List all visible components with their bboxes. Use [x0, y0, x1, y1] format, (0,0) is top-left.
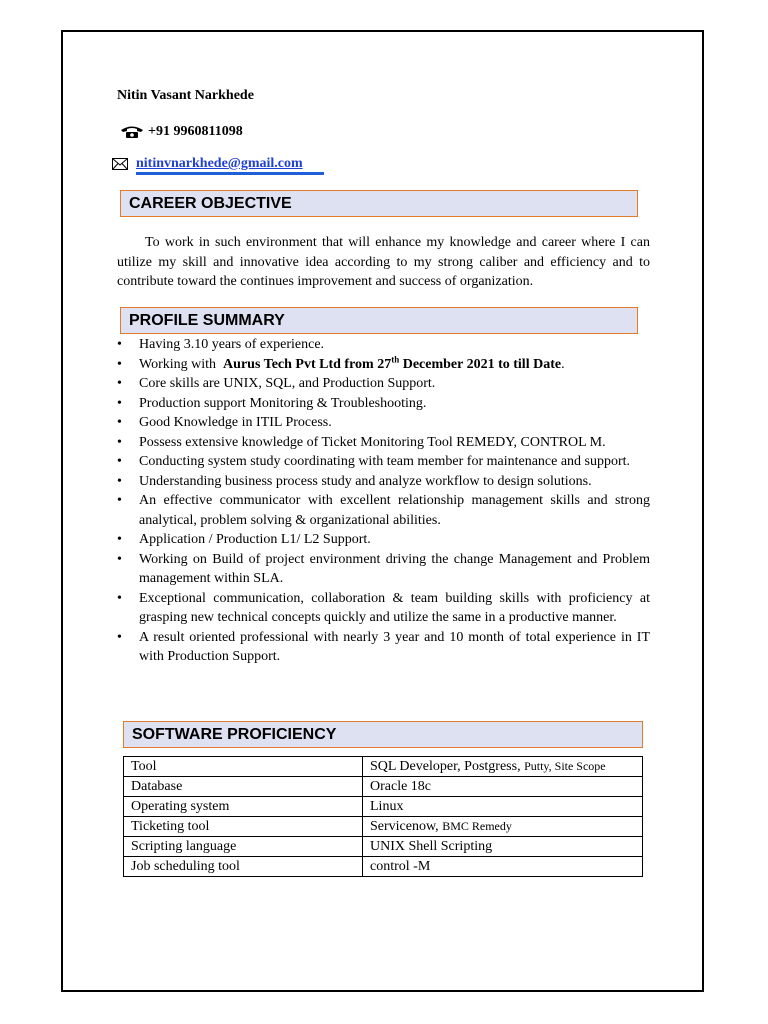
- list-item: • An effective communicator with excellent relationship management skills and strong analytical, problem solving & organizational abilities.: [117, 491, 650, 530]
- email-link[interactable]: nitinvnarkhede@gmail.com: [136, 156, 303, 171]
- list-item: • A result oriented professional with nearly 3 year and 10 month of total experience in IT with Production Support.: [117, 628, 650, 667]
- table-cell-label: Database: [124, 777, 363, 797]
- table-row: [124, 857, 643, 877]
- envelope-icon: [112, 158, 128, 170]
- working-with-date: December 2021 to till Date: [399, 356, 562, 372]
- telephone-icon: [120, 125, 144, 139]
- value-text: Oracle 18c: [370, 779, 432, 794]
- value-small-text: Putty, Site Scope: [524, 759, 606, 773]
- value-text: control -M: [370, 859, 431, 874]
- software-proficiency-heading: SOFTWARE PROFICIENCY: [123, 721, 643, 748]
- value-text: SQL Developer, Postgress,: [370, 759, 525, 774]
- list-item: • Application / Production L1/ L2 Support.: [117, 530, 650, 550]
- list-item: • Good Knowledge in ITIL Process.: [117, 413, 650, 433]
- list-item: • Working on Build of project environment driving the change Management and Problem management within SLA.: [117, 550, 650, 589]
- phone-number: +91 9960811098: [148, 124, 243, 139]
- list-item: • Exceptional communication, collaboration & team building skills with proficiency at grasping new technical concepts quickly and utilize the same in a productive manner.: [117, 589, 650, 628]
- list-item: • Core skills are UNIX, SQL, and Production Support.: [117, 374, 650, 394]
- table-cell-value: [363, 857, 643, 877]
- value-text: Servicenow,: [370, 819, 443, 834]
- working-with-company: Aurus Tech Pvt Ltd from 27: [223, 356, 392, 372]
- list-item-working-with: [117, 355, 650, 375]
- profile-summary-list: [117, 335, 650, 667]
- career-objective-heading: CAREER OBJECTIVE: [120, 190, 638, 217]
- table-cell-value: [363, 817, 643, 837]
- list-item: • Conducting system study coordinating with team member for maintenance and support.: [117, 452, 650, 472]
- list-item: • Understanding business process study and analyze workflow to design solutions.: [117, 472, 650, 492]
- value-text: UNIX Shell Scripting: [370, 839, 493, 854]
- email-underline: [136, 172, 324, 175]
- table-row: [124, 777, 643, 797]
- table-row: [124, 837, 643, 857]
- software-proficiency-table: [123, 756, 643, 877]
- value-small-text: BMC Remedy: [442, 819, 512, 833]
- working-with-suffix: .: [561, 356, 565, 372]
- table-cell-value: [363, 757, 643, 777]
- candidate-name: Nitin Vasant Narkhede: [117, 88, 254, 103]
- career-objective-text: To work in such environment that will enhance my knowledge and career where I can utilize my skill and innovative idea according to my strong caliber and efficiency and to contribute toward the continues improvement and success of organization.: [117, 235, 650, 289]
- table-cell-label: Scripting language: [124, 837, 363, 857]
- phone-row: [120, 124, 243, 140]
- profile-summary-heading: PROFILE SUMMARY: [120, 307, 638, 334]
- working-with-sup: th: [391, 353, 400, 364]
- email-row: [112, 156, 303, 172]
- table-cell-value: [363, 777, 643, 797]
- list-item: • Production support Monitoring & Troubleshooting.: [117, 394, 650, 414]
- table-cell-label: Operating system: [124, 797, 363, 817]
- table-cell-label: Job scheduling tool: [124, 857, 363, 877]
- table-cell-value: [363, 797, 643, 817]
- list-item: • Having 3.10 years of experience.: [117, 335, 650, 355]
- table-cell-label: Ticketing tool: [124, 817, 363, 837]
- table-row: [124, 817, 643, 837]
- value-text: Linux: [370, 799, 404, 814]
- list-item: • Possess extensive knowledge of Ticket Monitoring Tool REMEDY, CONTROL M.: [117, 433, 650, 453]
- table-cell-value: [363, 837, 643, 857]
- table-cell-label: Tool: [124, 757, 363, 777]
- table-row: [124, 797, 643, 817]
- table-row: [124, 757, 643, 777]
- working-with-prefix: Working with: [139, 356, 220, 372]
